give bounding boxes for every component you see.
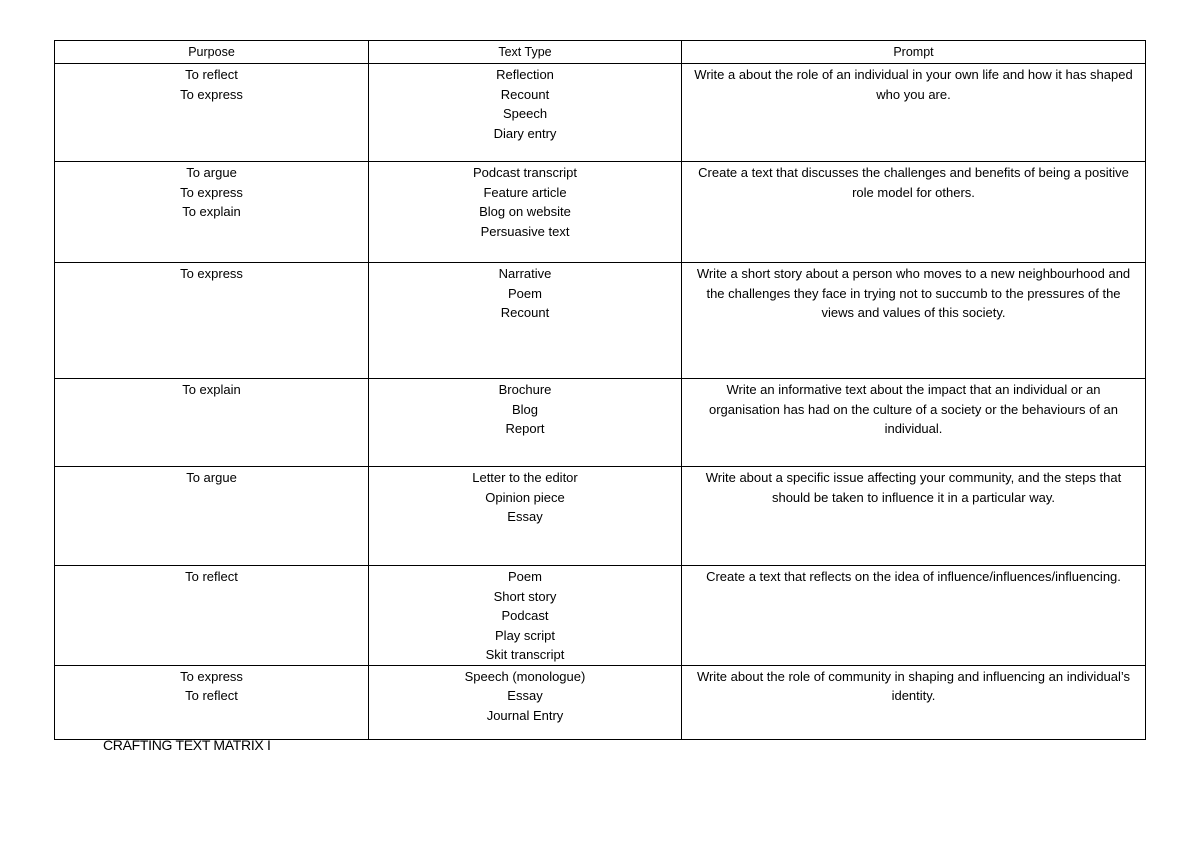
- text-type-item: Recount: [500, 86, 550, 102]
- prompt-text: Write about the role of community in shaping and influencing an individual’s identity.: [696, 668, 1131, 703]
- prompt-text: Write an informative text about the impact that an individual or an organisation has had on the culture of a society or the behaviours of an individual.: [708, 382, 1119, 436]
- text-type-cell: [369, 665, 682, 739]
- text-type-item: Opinion piece: [485, 489, 565, 505]
- text-type-item: Reflection: [496, 67, 554, 82]
- purpose-item: To reflect: [185, 688, 238, 703]
- text-type-cell: [369, 379, 682, 467]
- text-type-item: Short story: [493, 588, 557, 604]
- text-type-item: Poem: [508, 569, 542, 584]
- purpose-cell: [55, 379, 369, 467]
- prompt-cell: [682, 467, 1146, 566]
- prompt-cell: [682, 379, 1146, 467]
- text-type-item: Essay: [507, 509, 543, 524]
- text-type-item: Letter to the editor: [472, 470, 578, 485]
- purpose-item: To express: [180, 86, 243, 102]
- prompt-text: Write a short story about a person who moves to a new neighbourhood and the challenges they face in trying not to succumb to the pressures of the views and values of this society.: [696, 266, 1131, 320]
- purpose-item: To express: [180, 266, 243, 281]
- text-type-item: Blog: [511, 401, 539, 417]
- purpose-cell: [55, 467, 369, 566]
- text-type-item: Recount: [500, 305, 550, 320]
- purpose-item: To express: [180, 668, 243, 684]
- text-type-item: Journal Entry: [486, 707, 564, 723]
- header-purpose: Purpose: [55, 41, 369, 64]
- text-type-item: Poem: [508, 285, 542, 301]
- text-type-item: Skit transcript: [485, 647, 565, 662]
- prompt-text: Create a text that discusses the challenges and benefits of being a positive role model for others.: [698, 165, 1129, 200]
- text-type-item: Blog on website: [479, 204, 571, 219]
- purpose-cell: [55, 263, 369, 379]
- table-row: [55, 566, 1146, 666]
- prompt-cell: [682, 566, 1146, 666]
- prompt-text: Write about a specific issue affecting your community, and the steps that should be taken to influence it in a particular way.: [705, 470, 1122, 505]
- text-type-item: Podcast: [501, 608, 549, 623]
- table-row: [55, 263, 1146, 379]
- table-row: [55, 379, 1146, 467]
- prompt-cell: [682, 64, 1146, 162]
- document-title: CRAFTING TEXT MATRIX I: [103, 737, 271, 753]
- text-type-item: Speech: [502, 106, 548, 121]
- purpose-item: To explain: [182, 382, 241, 397]
- table-row: [55, 64, 1146, 162]
- header-text-type: Text Type: [369, 41, 682, 64]
- text-type-item: Brochure: [498, 382, 552, 397]
- purpose-cell: [55, 64, 369, 162]
- header-prompt: Prompt: [682, 41, 1146, 64]
- prompt-text: Write a about the role of an individual in your own life and how it has shaped who you are.: [694, 67, 1133, 102]
- table-row: [55, 162, 1146, 263]
- purpose-item: To express: [180, 184, 243, 200]
- purpose-item: To argue: [186, 470, 237, 485]
- prompt-text: Create a text that reflects on the idea of influence/influences/influencing.: [706, 569, 1121, 584]
- purpose-cell: [55, 665, 369, 739]
- text-type-cell: [369, 566, 682, 666]
- text-type-item: Narrative: [498, 266, 552, 281]
- text-type-item: Podcast transcript: [472, 165, 578, 180]
- text-type-cell: [369, 263, 682, 379]
- purpose-item: To explain: [182, 204, 241, 219]
- text-type-cell: [369, 162, 682, 263]
- text-type-item: Persuasive text: [480, 223, 570, 239]
- purpose-item: To reflect: [185, 569, 238, 584]
- purpose-item: To reflect: [185, 67, 238, 82]
- text-type-item: Play script: [495, 627, 555, 643]
- prompt-cell: [682, 665, 1146, 739]
- table-row: [55, 665, 1146, 739]
- purpose-cell: [55, 162, 369, 263]
- purpose-item: To argue: [186, 165, 237, 180]
- table-row: [55, 467, 1146, 566]
- crafting-text-matrix-table: [54, 40, 1146, 740]
- text-type-item: Feature article: [483, 184, 567, 200]
- header-row: [55, 41, 1146, 64]
- text-type-item: Diary entry: [493, 125, 557, 141]
- purpose-cell: [55, 566, 369, 666]
- text-type-item: Essay: [507, 688, 543, 703]
- text-type-item: Report: [505, 421, 545, 436]
- prompt-cell: [682, 263, 1146, 379]
- text-type-cell: [369, 467, 682, 566]
- text-type-cell: [369, 64, 682, 162]
- prompt-cell: [682, 162, 1146, 263]
- text-type-item: Speech (monologue): [464, 668, 586, 684]
